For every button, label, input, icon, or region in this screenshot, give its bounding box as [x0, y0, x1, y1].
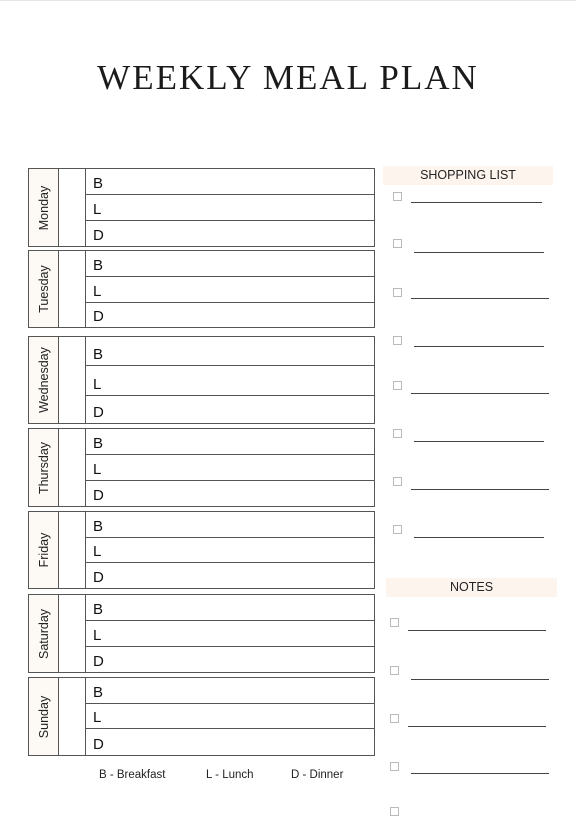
meal-letter: L	[93, 376, 102, 393]
checkbox-icon[interactable]	[390, 618, 399, 627]
checkbox-icon[interactable]	[393, 477, 402, 486]
day-name: Thursday	[36, 441, 51, 494]
write-line	[411, 489, 549, 490]
write-line	[411, 298, 549, 299]
meal-row-dinner[interactable]	[85, 303, 374, 327]
shopping-list-item[interactable]	[393, 429, 553, 445]
meal-letter: D	[93, 653, 104, 670]
top-border	[0, 0, 576, 1]
day-name: Monday	[36, 185, 51, 230]
meal-row-dinner[interactable]	[85, 481, 374, 506]
meal-row-dinner[interactable]	[85, 729, 374, 755]
notes-item[interactable]	[390, 618, 550, 634]
meal-row-breakfast[interactable]	[85, 595, 374, 621]
meal-letter: L	[93, 283, 102, 300]
write-line	[411, 202, 542, 203]
write-line	[411, 773, 549, 774]
day-block-sunday	[28, 677, 375, 756]
day-block-saturday	[28, 594, 375, 673]
day-label	[29, 512, 59, 588]
day-label	[29, 169, 59, 246]
shopping-list-item[interactable]	[393, 288, 553, 304]
meal-row-lunch[interactable]	[85, 366, 374, 396]
day-label	[29, 678, 59, 755]
checkbox-icon[interactable]	[393, 429, 402, 438]
meal-row-dinner[interactable]	[85, 221, 374, 246]
meal-letter: L	[93, 543, 102, 560]
meal-row-lunch[interactable]	[85, 455, 374, 481]
legend-lunch: L - Lunch	[206, 769, 254, 781]
meal-letter: D	[93, 487, 104, 504]
legend-dinner: D - Dinner	[291, 769, 344, 781]
notes-item[interactable]	[390, 714, 550, 730]
page-title: WEEKLY MEAL PLAN	[97, 58, 479, 97]
meal-letter: B	[93, 518, 104, 535]
shopping-list-header: SHOPPING LIST	[383, 166, 553, 185]
day-name: Saturday	[36, 608, 51, 659]
meal-letter: L	[93, 461, 102, 478]
meal-row-lunch[interactable]	[85, 195, 374, 221]
day-block-monday	[28, 168, 375, 247]
meal-letter: L	[93, 627, 102, 644]
write-line	[414, 252, 544, 253]
day-name: Sunday	[36, 695, 51, 738]
day-name: Tuesday	[36, 265, 51, 313]
meal-row-dinner[interactable]	[85, 563, 374, 588]
meal-letter: L	[93, 201, 102, 218]
day-label	[29, 429, 59, 506]
write-line	[414, 537, 544, 538]
day-block-tuesday	[28, 250, 375, 328]
meal-row-lunch[interactable]	[85, 704, 374, 729]
meal-row-lunch[interactable]	[85, 277, 374, 303]
meal-letter: D	[93, 569, 104, 586]
day-spacer	[58, 678, 86, 755]
meal-row-lunch[interactable]	[85, 538, 374, 563]
day-block-thursday	[28, 428, 375, 507]
notes-item[interactable]	[390, 666, 550, 682]
write-line	[408, 726, 546, 727]
write-line	[411, 679, 549, 680]
day-block-friday	[28, 511, 375, 589]
day-block-wednesday	[28, 336, 375, 424]
meal-row-lunch[interactable]	[85, 621, 374, 647]
write-line	[414, 441, 544, 442]
checkbox-icon[interactable]	[393, 239, 402, 248]
notes-header: NOTES	[386, 578, 557, 597]
day-spacer	[58, 595, 86, 672]
meal-row-breakfast[interactable]	[85, 251, 374, 277]
meal-row-breakfast[interactable]	[85, 337, 374, 366]
meal-letter: D	[93, 736, 104, 753]
meal-row-dinner[interactable]	[85, 396, 374, 423]
checkbox-icon[interactable]	[393, 336, 402, 345]
checkbox-icon[interactable]	[393, 288, 402, 297]
meal-row-breakfast[interactable]	[85, 678, 374, 704]
legend-breakfast: B - Breakfast	[99, 769, 166, 781]
shopping-list-item[interactable]	[393, 525, 553, 541]
meal-letter: B	[93, 257, 104, 274]
checkbox-icon[interactable]	[390, 714, 399, 723]
day-name: Wednesday	[36, 347, 51, 413]
meal-letter: D	[93, 308, 104, 325]
meal-letter: B	[93, 435, 104, 452]
day-spacer	[58, 429, 86, 506]
meal-row-breakfast[interactable]	[85, 169, 374, 195]
shopping-list-item[interactable]	[393, 336, 553, 352]
write-line	[411, 393, 549, 394]
meal-row-breakfast[interactable]	[85, 429, 374, 455]
day-name: Friday	[36, 532, 51, 568]
meal-letter: L	[93, 709, 102, 726]
notes-item[interactable]	[390, 807, 550, 823]
day-spacer	[58, 251, 86, 327]
checkbox-icon[interactable]	[390, 762, 399, 771]
meal-row-breakfast[interactable]	[85, 512, 374, 538]
shopping-list-item[interactable]	[393, 192, 553, 208]
meal-letter: B	[93, 175, 104, 192]
write-line	[408, 630, 546, 631]
checkbox-icon[interactable]	[393, 525, 402, 534]
day-label	[29, 595, 59, 672]
meal-letter: D	[93, 404, 104, 421]
day-label	[29, 337, 59, 423]
write-line	[414, 346, 544, 347]
meal-row-dinner[interactable]	[85, 647, 374, 672]
day-label	[29, 251, 59, 327]
notes-item[interactable]	[390, 762, 550, 778]
meal-letter: B	[93, 346, 104, 363]
day-spacer	[58, 337, 86, 423]
meal-letter: B	[93, 684, 104, 701]
meal-letter: D	[93, 227, 104, 244]
day-spacer	[58, 512, 86, 588]
day-spacer	[58, 169, 86, 246]
checkbox-icon[interactable]	[390, 666, 399, 675]
checkbox-icon[interactable]	[393, 381, 402, 390]
shopping-list-item[interactable]	[393, 477, 553, 493]
checkbox-icon[interactable]	[390, 807, 399, 816]
checkbox-icon[interactable]	[393, 192, 402, 201]
meal-letter: B	[93, 601, 104, 618]
shopping-list-item[interactable]	[393, 381, 553, 397]
shopping-list-item[interactable]	[393, 239, 553, 255]
